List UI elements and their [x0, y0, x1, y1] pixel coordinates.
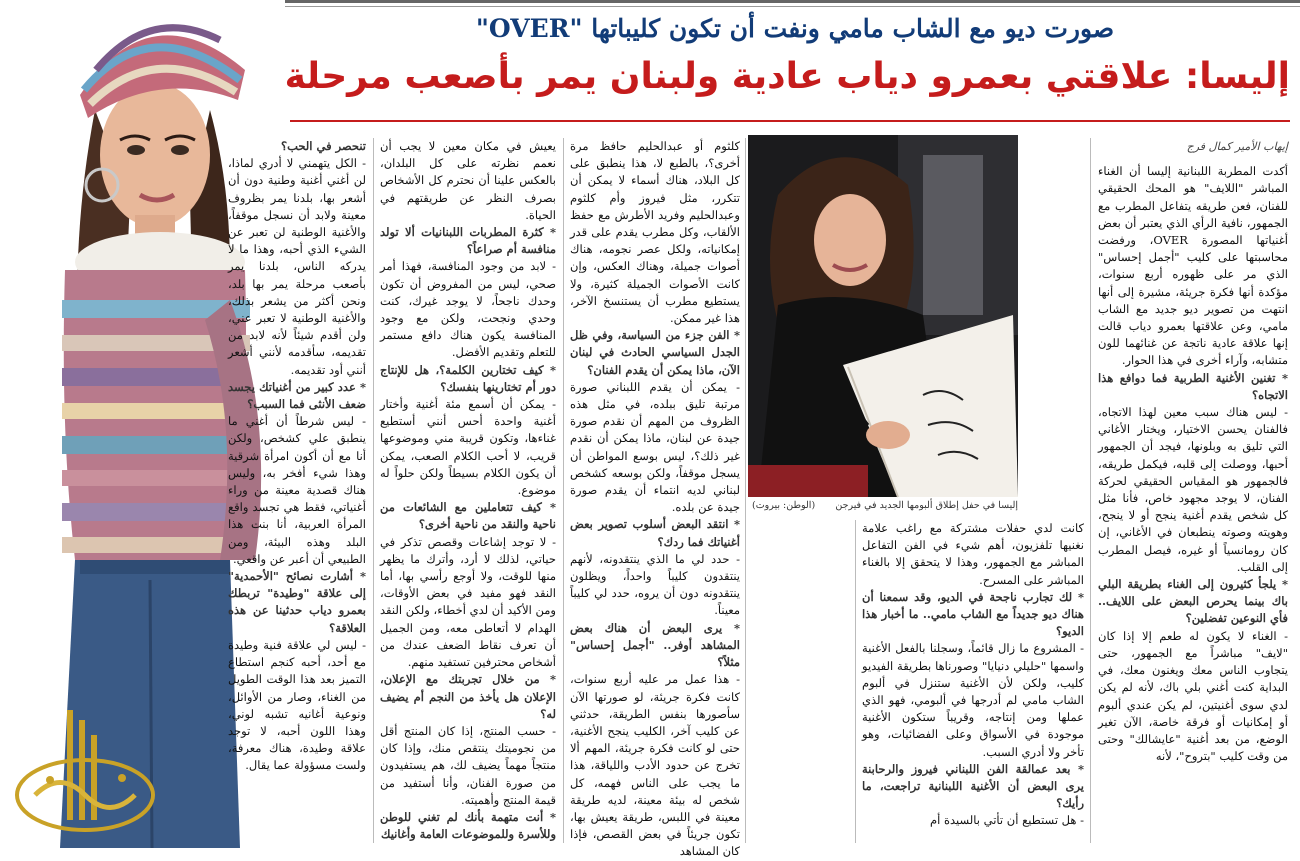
article-paragraph: - الكل يتهمني لا أدري لماذا، لن أغني أغنية وطنية دون أن أشعر بها، بلدنا يمر بظروف معينة ولابد أن نسجل موقفاً، والأغنية الوطنية لن تعبر عن الشيء الذي أحبه، وهذا ما لا يدركه الناس، بلدنا يمر بأصعب مرحلة يمر بها بلد، ونحن أكثر من يشعر بذلك، والأغنية الوطنية لا تعبر عني، ولن أقدم شيئاً لأنه لابد من تقديمه، سأقدمه لأنني أشعر أنني أود تقديمه. — [228, 156, 366, 377]
top-rule — [285, 0, 1300, 3]
article-column-4 — [380, 138, 556, 843]
article-paragraph: - لابد من وجود المنافسة، فهذا أمر صحي، ليس من المفروض أن تكون وحدك ناجحاً، لا يوجد غيرك، كنت وحدي ونجحت، ولكن مع وجود المنافسة يكون هناك دافع مستمر للتعلم وتقديم الأفضل. — [380, 259, 556, 360]
interview-question: * يرى البعض أن هناك بعض المشاهد أوفر.. "أجمل إحساس" مثلاً؟ — [570, 620, 740, 670]
article-paragraph: كلثوم أو عبدالحليم حافظ مرة أخرى؟، بالطبع لا، هذا ينطبق على كل البلاد، هناك أسماء لا يمكن أن تتكرر، مثل فيروز وأم كلثوم وعبدالحليم وفريد الأطرش مع حفظ الألقاب، وكل مطرب يقدم على قدر إمكانياته، ولكل عصر نجومه، هناك أصوات جميلة، وهناك العكس، وإن كانت الأصوات الجميلة كثيرة، ولا يستطيع مطرب أن يستنسخ الآخر، هذا غير ممكن. — [570, 139, 740, 326]
article-paragraph: - حدد لي ما الذي ينتقدونه، لأنهم ينتقدون كليباً واحداً، ويظلون ينتقدونه دون أن يروه، حدد لي كليباً معيناً. — [570, 551, 740, 618]
article-paragraph: - هذا عمل مر عليه أربع سنوات، كانت فكرة جريئة، لو صورتها الآن سأصورها بنفس الطريقة، حدثني عن كليب آخر، الكليب ينجح الأغنية، حتى لو كانت فكرة جريئة، المهم ألا تخرج عن حدود الأدب واللياقة، هذا ما يجب على الناس فهمه، كل شخص له بيئة معينة، لديه طريقة معينة في اللبس، طريقة يعيش بها، تكون جريئاً في بعض القصص، فإذا كان المشاهد — [570, 672, 740, 859]
photo-credit: (الوطن: بيروت) — [752, 500, 816, 511]
article-paragraph: أكدت المطربة اللبنانية إليسا أن الغناء المباشر "اللايف" هو المحك الحقيقي للفنان، فعن طريقه يتفاعل المطرب مع الجمهور، نافية الرأي الذي يعتبر أن بعض أغنياتها المصورة OVER، ورفضت محاسبتها على كليب "أجمل إحساس" الذي مر على ظهوره أربع سنوات، مؤكدة أنها فكرة جريئة، مشيرة إلى أنها انتهت من تصوير ديو جديد مع الشاب مامي، وعن علاقتها بعمرو دياب قالت إنها علاقة عادية ناتجة عن غنائهما للون متشابه، وآراء أخرى في هذا الحوار. — [1098, 164, 1288, 368]
interview-question: * من خلال تجربتك مع الإعلان، الإعلان هل يأخذ من النجم أم يضيف له؟ — [380, 672, 556, 721]
article-paragraph: يعيش في مكان معين لا يجب أن نعمم نظرته على كل البلدان، بالعكس علينا أن نحترم كل الأشخاص بصرف النظر عن طريقتهم في الحياة. — [380, 139, 556, 222]
headline-rule — [290, 120, 1290, 122]
column-divider — [745, 138, 746, 843]
interview-question: * كثرة المطربات اللبنانيات ألا تولد منافسة أم صراعاً؟ — [380, 225, 556, 257]
interview-question: * يلجأ كثيرون إلى الغناء بطريقة البلي باك بينما يحرص البعض على اللايف.. فأي النوعين تفضلين؟ — [1098, 577, 1288, 626]
article-paragraph: - لا توجد إشاعات وقصص تذكر في حياتي، لذلك لا أرد، وأترك ما يظهر منها للوقت، ولا أوجع رأسي بها، أما النقد فهو مفيد في بعض الأوقات، ومن الأكيد أن لدي أخطاء، ولكن النقد الهدام لا أتعاطى معه، ومن الجميل أن تعرف نقاط الضعف عندك من أشخاص محترفين تستفيد منهم. — [380, 534, 556, 670]
interview-question: * الفن جزء من السياسة، وفي ظل الجدل السياسي الحادث في لبنان الآن، ماذا يمكن أن يقدم الفنان؟ — [570, 328, 740, 377]
column-divider — [855, 520, 856, 843]
article-paragraph: - ليس شرطاً أن أغني ما ينطبق علي كشخص، ولكن أنا مع أن أكون امرأة شرقية وهذا شيء أفخر به، وليس هناك قصدية معينة من وراء أغنياتي، فقط هي تجسد واقع المرأة العربية، أنا بنت هذا البلد وهذه البيئة، ومن الطبيعي أن أعبر عن واقعي. — [228, 414, 366, 566]
photo-caption-line — [748, 500, 1018, 511]
column-divider — [563, 138, 564, 843]
article-paragraph: - حسب المنتج، إذا كان المنتج أقل من نجوميتك ينتقص منك، وإذا كان منتجاً مهماً يضيف لك، هم يستفيدون من صورة الفنان، وأنا أستفيد من قيمة المنتج وأهميته. — [380, 723, 556, 807]
article-paragraph: - يمكن أن أسمع مئة أغنية وأختار أغنية واحدة أحس أنني أستطيع غناءها، وتكون قريبة مني وموضوعها قريب، لا أحب الكلام الصعب، يمكن أن يكون الكلام بسيطاً ولكن حلواً له موضوع. — [380, 397, 556, 498]
calligraphy-logo-icon — [10, 700, 160, 840]
article-column-5 — [228, 138, 366, 843]
interview-question: * عدد كبير من أغنياتك يجسد ضعف الأنثى فما السبب؟ — [228, 379, 366, 412]
interview-question: * انتقد البعض أسلوب تصوير بعض أغنياتك فما ردك؟ — [570, 517, 740, 549]
interview-question: * كيف تختارين الكلمة؟، هل للإنتاج دور أم تختارينها بنفسك؟ — [380, 362, 556, 394]
subheadline: صورت ديو مع الشاب مامي ونفت أن تكون كليباتها "OVER" — [475, 14, 1115, 43]
interview-question: * بعد عمالقة الفن اللبناني فيروز والرحابنة يرى البعض أن الأغنية اللبنانية تراجعت، ما رأيك؟ — [862, 761, 1084, 811]
singer-signing-photo — [748, 135, 1018, 497]
article-paragraph: كانت لدي حفلات مشتركة مع راغب علامة نغنيها تلفزيون، أهم شيء في الفن التفاعل المباشر مع الجمهور، وهذا لا يتحقق إلا بالغناء المباشر على المسرح. — [862, 521, 1084, 587]
interview-question: * تغنين الأغنية الطربية فما دوافع هذا الاتجاه؟ — [1098, 370, 1288, 402]
column-divider — [373, 138, 374, 843]
article-paragraph: - يمكن أن يقدم اللبناني صورة مرتبة تليق ببلده، في مثل هذه الظروف من المهم أن نقدم صورة جيدة عن لبنان، ماذا يمكن أن نقدم غير ذلك؟، ليس بوسع المواطن أن يسجل موقفاً، ولكن بوسعه كشخص لبناني لديه انتماء أن يقدم صورة جيدة عن بلده. — [570, 379, 740, 515]
byline: إيهاب الأمير كمال فرج — [1186, 140, 1288, 153]
article-paragraph: - هل تستطيع أن تأتي بالسيدة أم — [930, 813, 1084, 828]
article-column-2 — [862, 520, 1084, 843]
photo-caption: إليسا في حفل إطلاق ألبومها الجديد في فيرجن — [835, 500, 1018, 511]
headline: إليسا: علاقتي بعمرو دياب عادية ولبنان يمر بأصعب مرحلة — [284, 56, 1290, 97]
magazine-logo — [10, 700, 160, 840]
interview-question: * كيف تتعاملين مع الشائعات من ناحية والنقد من ناحية أخرى؟ — [380, 500, 556, 532]
top-rule-thin — [285, 6, 1300, 7]
article-column-1 — [1098, 138, 1288, 843]
article-paragraph: - الغناء لا يكون له طعم إلا إذا كان "لايف" مباشراً مع الجمهور، حتى يتجاوب الناس معك ويغنون معك، في البداية كنت أغني بلي باك، لأنه لم يكن لدي سوى أغنيتين، لم يكن عندي ألبوم أو إمكانيات أو فرقة خاصة، الآن تغير الوضع، من بعد أغنية "عايشالك" وحتى من وقت كليب "بتروح"، لأنه — [1098, 628, 1288, 764]
interview-question: * أشارت نصائح "الأحمدية" إلى علاقة "وطيدة" تربطك بعمرو دياب حدثينا عن هذه العلاقة؟ — [228, 569, 366, 635]
interview-question: * أنت متهمة بأنك لم تغني للوطن وللأسرة وللموضوعات العامة وأغانيك — [380, 809, 556, 842]
article-photo — [748, 135, 1018, 497]
article-column-3 — [570, 138, 740, 859]
article-paragraph: - ليس هناك سبب معين لهذا الاتجاه، فالفنان يحسن الاختيار، ويختار الأغاني التي تليق به وبلونها، فيجد أن الجمهور أحبها، ووصلت إلى قلبه، فيكمل طريقه، فالجمهور هو المقياس الحقيقي لحركة الفنان، لا يوجد مجهود خاص، فأنا مثل كل شخص يقدم أغنية ينجح أو لا ينجح، وهويته وصوته ينطبعان في الأغاني، إن كان رومانسياً أو غيره، فيصل المطرب إلى القلب. — [1098, 405, 1288, 574]
column-divider — [1090, 138, 1091, 843]
article-paragraph: - المشروع ما زال قائماً، وسجلنا بالفعل الأغنية واسمها "حليلي دنيايا" وصورناها بطريقة الفيديو كليب، ولكن لأن الأغنية ستنزل في ألبوم الشاب مامي لم أدرجها في ألبومي، فهو الذي عملها ومن إنتاجه، وقريباً ستكون الأغنية موجودة في الأسواق وعلى الفضائيات، وهو تأخر ولا أدري السبب. — [862, 641, 1084, 759]
article-paragraph: - ليس لي علاقة فنية وطيدة مع أحد، أحبه كنجم استطاع التميز بعد هذا الوقت الطويل من الغناء، وصار من الأوائل، ونوعية أغانيه تشبه لوني، وهذا اللون أحبه، لا توجد علاقة وطيدة، هناك معرفة، ولست مسؤولة عما يقال. — [228, 637, 366, 773]
interview-question: تنحصر في الحب؟ — [280, 139, 366, 153]
interview-question: * لك تجارب ناجحة في الديو، وقد سمعنا أن هناك ديو جديداً مع الشاب مامي.. ما أخبار هذا الديو؟ — [862, 589, 1084, 639]
